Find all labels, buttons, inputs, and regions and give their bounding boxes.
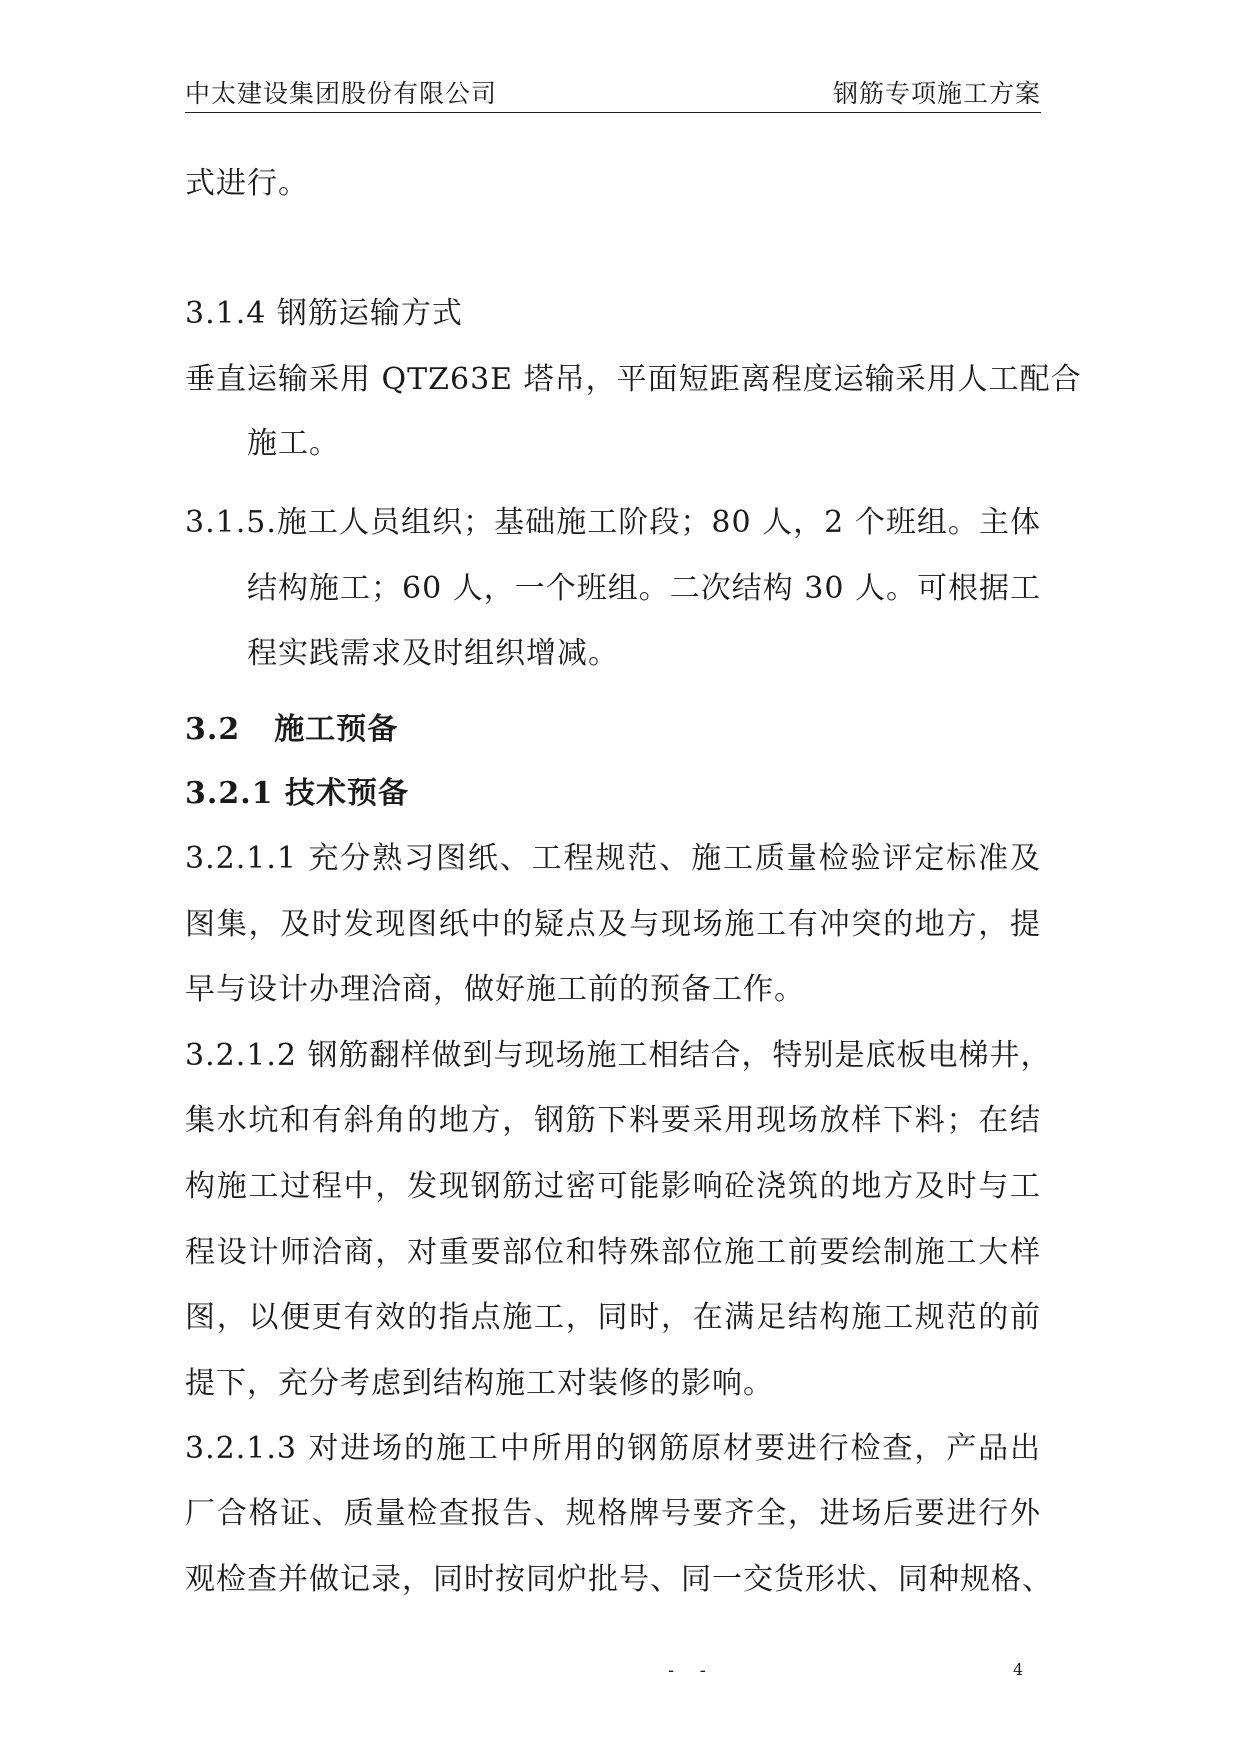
paragraph-line: 施工。 xyxy=(247,426,340,461)
paragraph-line: 程设计师洽商，对重要部位和特殊部位施工前要绘制施工大样 xyxy=(185,1235,1041,1270)
paragraph-line: 垂直运输采用 QTZ63E 塔吊，平面短距离程度运输采用人工配合 xyxy=(185,362,1082,397)
header-doc-title: 钢筋专项施工方案 xyxy=(832,79,1041,108)
header-company: 中太建设集团股份有限公司 xyxy=(185,79,498,108)
section-heading-3-2-1: 3.2.1 技术预备 xyxy=(185,776,409,811)
paragraph-line: 早与设计办理洽商，做好施工前的预备工作。 xyxy=(185,972,805,1007)
section-heading-3-2 xyxy=(185,710,398,750)
paragraph-line: 集水坑和有斜角的地方，钢筋下料要采用现场放样下料；在结 xyxy=(185,1103,1041,1138)
page-header xyxy=(185,70,1041,113)
section-title: 施工预备 xyxy=(274,712,399,747)
paragraph-line: 结构施工；60 人，一个班组。二次结构 30 人。可根据工 xyxy=(247,571,1041,606)
paragraph-line: 图，以便更有效的指点施工，同时，在满足结构施工规范的前 xyxy=(185,1300,1041,1335)
section-heading-3-1-4: 3.1.4 钢筋运输方式 xyxy=(185,296,463,331)
paragraph-line: 提下，充分考虑到结构施工对装修的影响。 xyxy=(185,1366,774,1401)
footer-dots: - - xyxy=(668,1660,716,1681)
paragraph-line: 3.1.5.施工人员组织；基础施工阶段；80 人，2 个班组。主体 xyxy=(185,505,1041,540)
paragraph-line: 厂合格证、质量检查报告、规格牌号要齐全，进场后要进行外 xyxy=(185,1496,1041,1531)
paragraph-line: 式进行。 xyxy=(185,166,309,201)
paragraph-line: 程实践需求及时组织增减。 xyxy=(247,636,619,671)
paragraph-line: 3.2.1.1 充分熟习图纸、工程规范、施工质量检验评定标准及 xyxy=(185,841,1041,876)
paragraph-line: 观检查并做记录，同时按同炉批号、同一交货形状、同种规格、 xyxy=(185,1562,1053,1597)
paragraph-line: 3.2.1.2 钢筋翻样做到与现场施工相结合，特别是底板电梯井， xyxy=(185,1038,1052,1073)
page-number: 4 xyxy=(1013,1660,1024,1679)
paragraph-line: 构施工过程中，发现钢筋过密可能影响砼浇筑的地方及时与工 xyxy=(185,1169,1041,1204)
paragraph-line: 图集，及时发现图纸中的疑点及与现场施工有冲突的地方，提 xyxy=(185,907,1041,942)
section-number: 3.2 xyxy=(185,712,241,747)
paragraph-line: 3.2.1.3 对进场的施工中所用的钢筋原材要进行检查，产品出 xyxy=(185,1431,1041,1466)
